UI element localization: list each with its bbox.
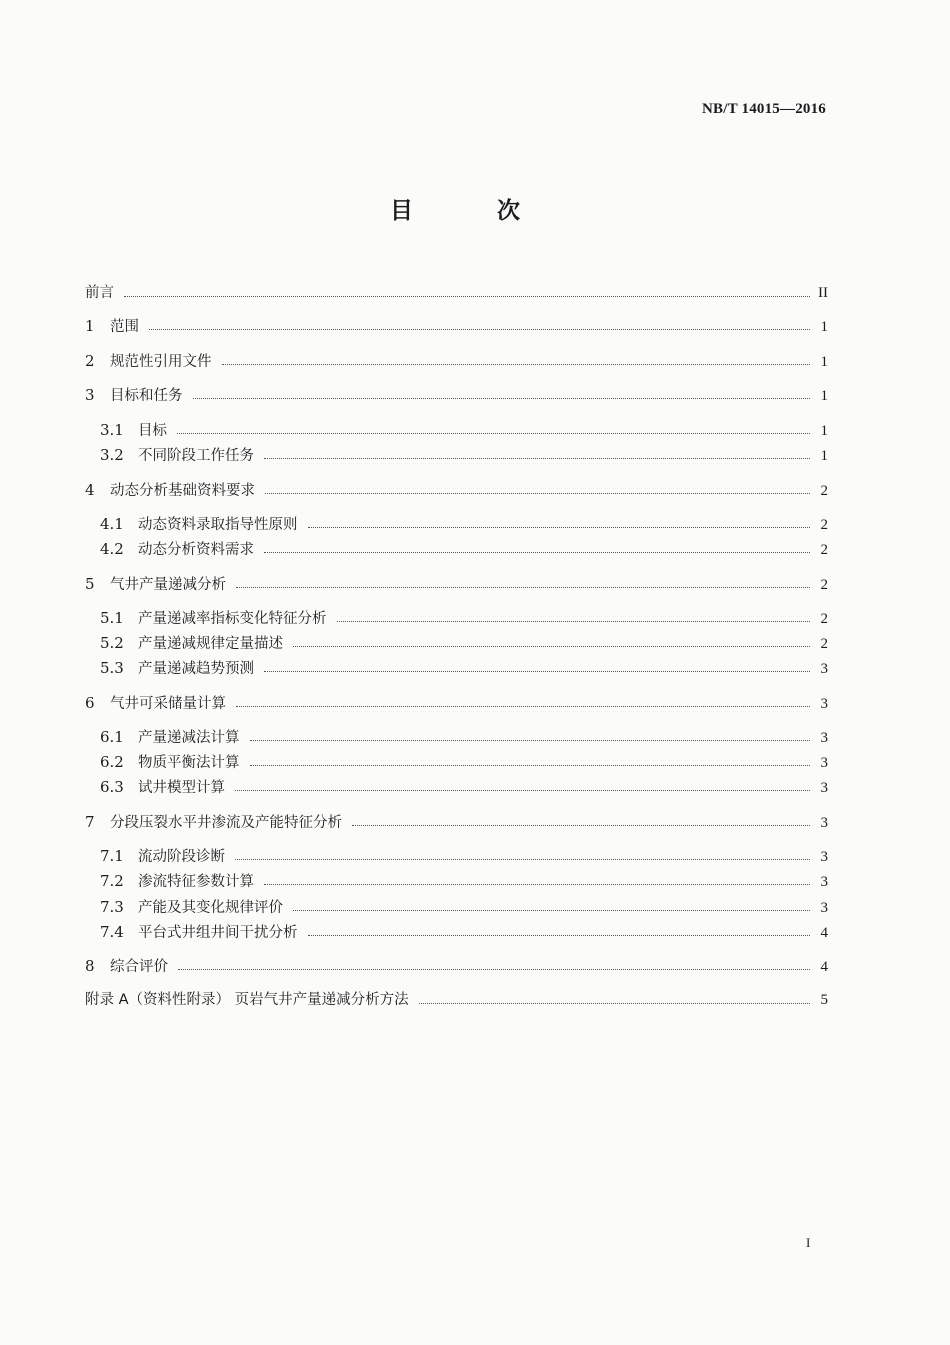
toc-entry-page: 1 — [820, 354, 828, 370]
page-number: I — [806, 1235, 811, 1250]
toc-leader-dots — [235, 858, 810, 860]
toc-entry-number: 6.1 — [100, 728, 124, 746]
toc-entry-page: 3 — [820, 874, 828, 890]
toc-leader-dots — [308, 934, 811, 936]
toc-entry-number: 7.2 — [100, 872, 124, 890]
toc-entry-title: 综合评价 — [110, 959, 168, 975]
toc-entry-page: 3 — [820, 696, 828, 712]
toc-leader-dots — [178, 968, 810, 970]
toc-entry-title: 动态资料录取指导性原则 — [138, 517, 298, 533]
toc-leader-dots — [419, 1002, 810, 1004]
toc-entry-page: 4 — [820, 925, 828, 941]
toc-entry-number: 7.4 — [100, 923, 124, 941]
toc-entry-number: 7.3 — [100, 898, 124, 916]
toc-entry-number: 8 — [85, 957, 95, 975]
toc-leader-dots — [236, 705, 810, 707]
page-title: 目 次 — [389, 198, 558, 224]
toc-entry-number: 7.1 — [100, 847, 124, 865]
toc-entry-title: 气井产量递减分析 — [110, 577, 226, 593]
toc-leader-dots — [124, 295, 810, 297]
toc-entry-title: 产量递减趋势预测 — [138, 661, 254, 677]
toc-entry[interactable] — [100, 752, 828, 772]
toc-entry-number: 7 — [85, 813, 95, 831]
toc-entry[interactable] — [85, 480, 828, 500]
toc-leader-dots — [293, 645, 810, 647]
toc-leader-dots — [177, 432, 810, 434]
toc-entry-page: 3 — [820, 730, 828, 746]
toc-entry-page: 2 — [820, 542, 828, 558]
toc-entry-number: 4.2 — [100, 540, 124, 558]
toc-entry[interactable] — [100, 922, 828, 942]
toc-entry[interactable] — [100, 608, 828, 628]
toc-entry-title: 产量递减法计算 — [138, 730, 240, 746]
toc-entry-page: 1 — [820, 448, 828, 464]
toc-entry-title: 附录 A（资料性附录） 页岩气井产量递减分析方法 — [85, 992, 409, 1008]
toc-entry-page: 2 — [820, 611, 828, 627]
toc-entry[interactable] — [100, 727, 828, 747]
toc-entry[interactable] — [85, 693, 828, 713]
toc-entry-number: 3.2 — [100, 446, 124, 464]
toc-entry-number: 6 — [85, 694, 95, 712]
toc-entry[interactable] — [100, 514, 828, 534]
toc-entry-title: 平台式井组井间干扰分析 — [138, 925, 298, 941]
toc-entry-title: 不同阶段工作任务 — [138, 448, 254, 464]
toc-entry-number: 6.2 — [100, 753, 124, 771]
toc-entry-number: 3.1 — [100, 421, 124, 439]
toc-entry-page: 1 — [820, 319, 828, 335]
toc-entry[interactable] — [85, 990, 828, 1010]
toc-leader-dots — [308, 526, 811, 528]
toc-entry-number: 4.1 — [100, 515, 124, 533]
toc-entry-title: 试井模型计算 — [138, 780, 225, 796]
toc-entry-number: 6.3 — [100, 778, 124, 796]
toc-entry-page: II — [818, 285, 828, 301]
toc-entry[interactable] — [100, 658, 828, 678]
toc-entry-title: 气井可采储量计算 — [110, 696, 226, 712]
toc-entry-page: 2 — [820, 517, 828, 533]
toc-leader-dots — [235, 789, 810, 791]
toc-leader-dots — [264, 551, 810, 553]
toc-leader-dots — [264, 670, 810, 672]
toc-entry-number: 5.2 — [100, 634, 124, 652]
toc-entry[interactable] — [100, 420, 828, 440]
toc-entry-title: 流动阶段诊断 — [138, 849, 225, 865]
toc-entry-page: 5 — [820, 992, 828, 1008]
toc-leader-dots — [250, 764, 811, 766]
toc-entry[interactable] — [85, 385, 828, 405]
toc-entry-title: 前言 — [85, 285, 114, 301]
toc-entry-title: 动态分析资料需求 — [138, 542, 254, 558]
toc-entry-title: 分段压裂水平井渗流及产能特征分析 — [110, 815, 342, 831]
toc-entry-page: 3 — [820, 849, 828, 865]
toc-entry[interactable] — [100, 897, 828, 917]
toc-entry-title: 渗流特征参数计算 — [138, 874, 254, 890]
toc-entry[interactable] — [85, 574, 828, 594]
toc-entry-title: 目标 — [138, 423, 167, 439]
toc-entry-page: 2 — [820, 483, 828, 499]
toc-entry-page: 3 — [820, 815, 828, 831]
toc-entry[interactable] — [85, 956, 828, 976]
toc-entry-number: 5 — [85, 575, 95, 593]
toc-entry-title: 动态分析基础资料要求 — [110, 483, 255, 499]
toc-entry-number: 1 — [85, 317, 95, 335]
toc-entry-number: 5.1 — [100, 609, 124, 627]
toc-entry[interactable] — [100, 633, 828, 653]
toc-entry-number: 4 — [85, 481, 95, 499]
toc-leader-dots — [337, 620, 811, 622]
toc-entry-page: 3 — [820, 900, 828, 916]
toc-entry-title: 产量递减规律定量描述 — [138, 636, 283, 652]
toc-entry-title: 规范性引用文件 — [110, 354, 212, 370]
toc-entry-page: 3 — [820, 755, 828, 771]
toc-leader-dots — [293, 909, 810, 911]
toc-entry-title: 产能及其变化规律评价 — [138, 900, 283, 916]
toc-leader-dots — [250, 739, 811, 741]
toc-leader-dots — [193, 397, 811, 399]
toc-entry-page: 1 — [820, 423, 828, 439]
toc-entry-page: 4 — [820, 959, 828, 975]
toc-entry[interactable] — [85, 283, 828, 303]
toc-entry-number: 2 — [85, 352, 95, 370]
toc-entry-page: 3 — [820, 661, 828, 677]
toc-leader-dots — [265, 492, 810, 494]
toc-entry-title: 范围 — [110, 319, 139, 335]
toc-leader-dots — [149, 328, 810, 330]
toc-entry-number: 5.3 — [100, 659, 124, 677]
toc-leader-dots — [264, 883, 810, 885]
toc-entry-title: 目标和任务 — [110, 388, 183, 404]
toc-entry[interactable] — [100, 846, 828, 866]
toc-leader-dots — [236, 586, 810, 588]
toc-entry[interactable] — [85, 316, 828, 336]
toc-entry[interactable] — [100, 871, 828, 891]
toc-entry-title: 产量递减率指标变化特征分析 — [138, 611, 327, 627]
toc-entry[interactable] — [85, 351, 828, 371]
toc-entry[interactable] — [100, 445, 828, 465]
toc-entry-number: 3 — [85, 386, 95, 404]
toc-entry[interactable] — [100, 777, 828, 797]
toc-leader-dots — [222, 363, 811, 365]
toc-entry-page: 3 — [820, 780, 828, 796]
toc-entry-page: 2 — [820, 577, 828, 593]
toc-leader-dots — [264, 457, 810, 459]
toc-entry-title: 物质平衡法计算 — [138, 755, 240, 771]
standard-code: NB/T 14015—2016 — [702, 101, 826, 117]
toc-entry-page: 2 — [820, 636, 828, 652]
toc-leader-dots — [352, 824, 810, 826]
toc-entry[interactable] — [100, 539, 828, 559]
toc-entry-page: 1 — [820, 388, 828, 404]
toc-entry[interactable] — [85, 812, 828, 832]
